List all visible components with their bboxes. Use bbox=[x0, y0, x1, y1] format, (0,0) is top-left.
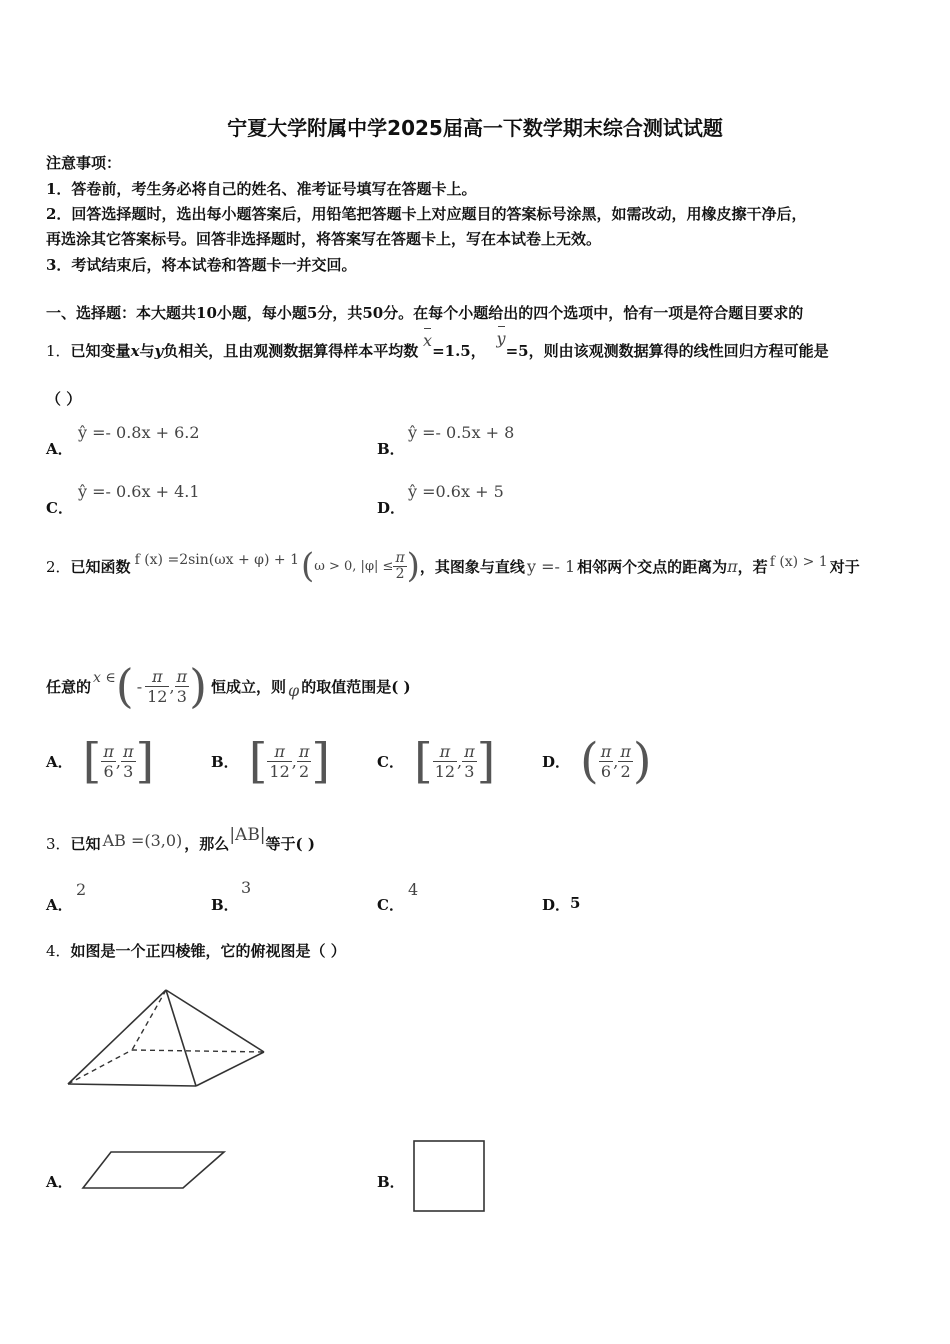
notice-item: 再选涂其它答案标号。回答非选择题时，将答案写在答题卡上，写在本试卷上无效。 bbox=[46, 230, 602, 248]
section-heading: 一、选择题：本大题共10小题，每小题5分，共50分。在每个小题给出的四个选项中，恰有一项是符合题目要求的 bbox=[46, 304, 804, 322]
q2-text: 对于 bbox=[829, 557, 860, 576]
square bbox=[414, 1141, 484, 1211]
option-label: C． bbox=[377, 896, 404, 914]
question-4 bbox=[46, 940, 346, 961]
q1-text: 负相关，且由观测数据算得样本平均数 bbox=[163, 342, 419, 360]
fraction: $\frac{\pi}{6}$ bbox=[103, 741, 114, 781]
q2-text: 相邻两个交点的距离为 bbox=[577, 557, 728, 576]
option-expr: ŷ =0.6x + 5 bbox=[408, 482, 504, 501]
q2-pi: π bbox=[727, 556, 738, 576]
parallelogram bbox=[83, 1152, 224, 1188]
q1-ybar: y bbox=[496, 329, 506, 348]
question-3 bbox=[46, 825, 315, 858]
q1-value: =1.5， bbox=[432, 342, 486, 360]
denominator: 12 bbox=[269, 761, 290, 781]
option-label: B． bbox=[211, 752, 239, 771]
page-title: 宁夏大学附属中学2025届高一下数学期末综合测试试题 bbox=[227, 116, 723, 140]
q2-condition: ( ω > 0, |φ| ≤ $\frac{\pi}{2}$ ) bbox=[301, 546, 420, 586]
q2-option-b bbox=[211, 734, 330, 788]
q1-var-y: y bbox=[154, 342, 164, 360]
option-expr: ŷ =- 0.8x + 6.2 bbox=[78, 423, 200, 442]
q1-value: =5，则由该观测数据算得的线性回归方程可能是 bbox=[505, 342, 829, 360]
option-interval: [ $\frac{\pi}{12}$ , $\frac{\pi}{3}$ ] bbox=[413, 733, 496, 789]
question-number: 4． bbox=[46, 942, 71, 960]
q2-text: 已知函数 bbox=[70, 557, 131, 576]
minus-sign: - bbox=[136, 676, 143, 696]
option-value: 2 bbox=[76, 880, 87, 899]
fraction: $\frac{\pi}{2}$ bbox=[298, 741, 310, 781]
option-label: C． bbox=[377, 752, 404, 771]
q3-text: 已知 bbox=[70, 834, 101, 853]
q2-phi: φ bbox=[288, 680, 300, 700]
pyramid-figure bbox=[60, 982, 275, 1092]
option-label: C． bbox=[46, 499, 73, 517]
numerator: π bbox=[395, 549, 405, 566]
option-label: D． bbox=[542, 896, 571, 914]
option-value: 5 bbox=[570, 894, 581, 912]
option-value: 3 bbox=[241, 878, 252, 897]
fraction: $\frac{\pi}{6}$ bbox=[600, 741, 612, 781]
pyramid-hidden-edge bbox=[68, 1050, 132, 1084]
pyramid-hidden-edge bbox=[132, 990, 166, 1050]
q1-text: 已知变量 bbox=[70, 342, 131, 360]
question-1 bbox=[46, 329, 829, 361]
option-label: A． bbox=[46, 752, 73, 771]
q3-text: 等于( ) bbox=[265, 834, 315, 853]
question-2-cont bbox=[46, 660, 411, 712]
option-label: A． bbox=[46, 896, 73, 914]
fraction: $\frac{\pi}{12}$ bbox=[147, 666, 168, 706]
denominator: 3 bbox=[464, 761, 475, 781]
bracket-right: ] bbox=[476, 733, 496, 789]
pyramid-edge bbox=[166, 990, 196, 1086]
q2-x-in: x ∈ bbox=[93, 670, 116, 686]
q3-magnitude: |AB| bbox=[229, 825, 266, 845]
bracket-right: ) bbox=[632, 733, 652, 789]
fraction: $\frac{\pi}{3}$ bbox=[122, 741, 134, 781]
pyramid-edge bbox=[68, 990, 166, 1084]
q4-text: 如图是一个正四棱锥，它的俯视图是（ ） bbox=[70, 942, 346, 960]
option-interval: [ $\frac{\pi}{6}$ , $\frac{\pi}{3}$ ] bbox=[82, 733, 155, 789]
q2-inequality: f (x) > 1 bbox=[769, 554, 828, 570]
notice-item: 2．回答选择题时，选出每小题答案后，用铅笔把答题卡上对应题目的答案标号涂黑，如需改动，用橡皮擦干净后， bbox=[46, 205, 807, 223]
question-number: 2． bbox=[46, 557, 71, 576]
q2-domain-interval: ( - $\frac{\pi}{12}$ , $\frac{\pi}{3}$ ) bbox=[115, 659, 208, 713]
pyramid-hidden-edge bbox=[132, 1050, 264, 1052]
pyramid-base-edge bbox=[68, 1084, 196, 1086]
denominator: 6 bbox=[103, 761, 114, 781]
denominator: 3 bbox=[123, 761, 134, 781]
denominator: 2 bbox=[395, 565, 405, 582]
denominator: 6 bbox=[600, 761, 612, 781]
pyramid-edge bbox=[166, 990, 264, 1052]
q2-option-d bbox=[542, 734, 652, 788]
bracket-left: [ bbox=[413, 733, 433, 789]
q1-paren: （ ） bbox=[46, 390, 82, 408]
bracket-left: ( bbox=[580, 733, 599, 789]
bracket-right: ] bbox=[135, 733, 155, 789]
option-label: A． bbox=[46, 440, 73, 458]
notice-item: 1．答卷前，考生务必将自己的姓名、准考证号填写在答题卡上。 bbox=[46, 180, 477, 198]
bracket-left: [ bbox=[82, 733, 102, 789]
notice-item: 3．考试结束后，将本试卷和答题卡一并交回。 bbox=[46, 256, 357, 274]
q3-vector: AB =(3,0) bbox=[102, 830, 183, 850]
fraction: $\frac{\pi}{3}$ bbox=[176, 666, 188, 706]
q1-text: 与 bbox=[139, 342, 155, 360]
notice-heading: 注意事项： bbox=[46, 154, 122, 172]
q2-option-c bbox=[377, 734, 495, 788]
q2-text: 的取值范围是( ) bbox=[301, 677, 411, 696]
q1-xbar: x bbox=[423, 331, 433, 350]
fraction: $\frac{\pi}{12}$ bbox=[269, 741, 290, 781]
bracket-left: [ bbox=[248, 733, 268, 789]
denominator: 12 bbox=[147, 686, 168, 706]
option-label: B． bbox=[377, 440, 405, 458]
bracket-right: ] bbox=[311, 733, 331, 789]
fraction: $\frac{\pi}{2}$ bbox=[620, 741, 631, 781]
pyramid-base-edge bbox=[196, 1052, 264, 1086]
denominator: 2 bbox=[299, 761, 310, 781]
q2-text: 恒成立，则 bbox=[211, 677, 287, 696]
q2-text: ，其图象与直线 bbox=[419, 557, 525, 576]
option-label: D． bbox=[542, 752, 571, 771]
denominator: 3 bbox=[176, 686, 187, 706]
q2-condition-text: ω > 0, |φ| ≤ bbox=[314, 558, 394, 574]
question-number: 1． bbox=[46, 342, 71, 360]
option-value: 4 bbox=[408, 880, 419, 899]
option-interval: ( $\frac{\pi}{6}$ , $\frac{\pi}{2}$ ) bbox=[580, 733, 652, 789]
denominator: 2 bbox=[620, 761, 631, 781]
question-number: 3． bbox=[46, 834, 71, 853]
q2-text: ，若 bbox=[737, 557, 768, 576]
option-label: D． bbox=[377, 499, 406, 517]
q2-option-a bbox=[46, 734, 154, 788]
question-2 bbox=[46, 546, 860, 586]
option-label: B． bbox=[377, 1173, 405, 1191]
fraction bbox=[393, 551, 406, 582]
square-figure bbox=[410, 1137, 490, 1215]
option-expr: ŷ =- 0.6x + 4.1 bbox=[78, 482, 200, 501]
denominator: 12 bbox=[434, 761, 456, 781]
fraction: $\frac{\pi}{12}$ bbox=[434, 741, 456, 781]
q2-text: 任意的 bbox=[46, 677, 92, 696]
option-label: B． bbox=[211, 896, 239, 914]
fraction: $\frac{\pi}{3}$ bbox=[464, 741, 475, 781]
option-expr: ŷ =- 0.5x + 8 bbox=[408, 423, 515, 442]
option-interval: [ $\frac{\pi}{12}$ , $\frac{\pi}{2}$ ] bbox=[248, 733, 331, 789]
q2-line: y =- 1 bbox=[526, 556, 576, 576]
parallelogram-figure bbox=[78, 1146, 230, 1194]
q2-function: f (x) =2sin(ωx + φ) + 1 bbox=[134, 552, 299, 568]
option-label: A． bbox=[46, 1173, 73, 1191]
q1-var-x: x bbox=[130, 342, 140, 360]
q3-text: ，那么 bbox=[184, 834, 230, 853]
